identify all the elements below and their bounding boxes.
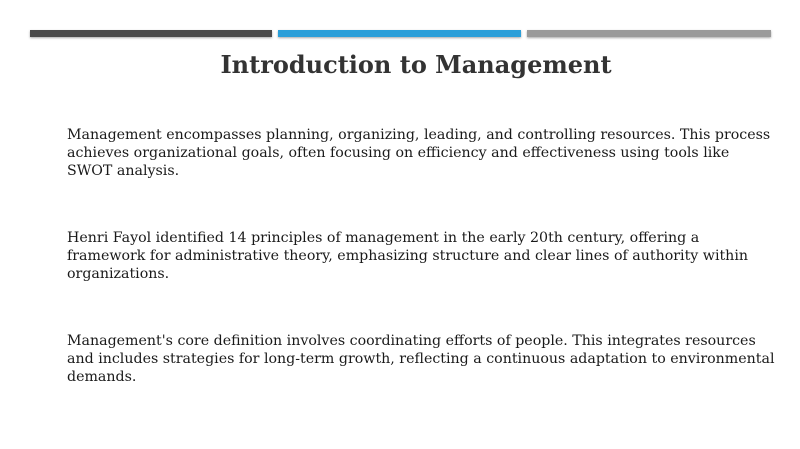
slide-title: Introduction to Management	[220, 50, 612, 79]
paragraph-fayol-principles: Henri Fayol identified 14 principles of management in the early 20th century, offering a framework for administrative theory, emphasizing structure and clear lines of authority within organizations.	[67, 230, 748, 283]
accent-bar-dark	[30, 30, 272, 37]
header-accent-bars	[30, 30, 771, 37]
paragraph-management-functions: Management encompasses planning, organizing, leading, and controlling resources. This process achieves organizational goals, often focusing on efficiency and effectiveness using tools like SWOT analysis.	[67, 127, 771, 180]
paragraph-core-definition: Management's core definition involves coordinating efforts of people. This integrates resources and includes strategies for long-term growth, reflecting a continuous adaptation to environmental demands.	[67, 333, 775, 386]
accent-bar-blue	[278, 30, 521, 37]
accent-bar-gray	[527, 30, 771, 37]
